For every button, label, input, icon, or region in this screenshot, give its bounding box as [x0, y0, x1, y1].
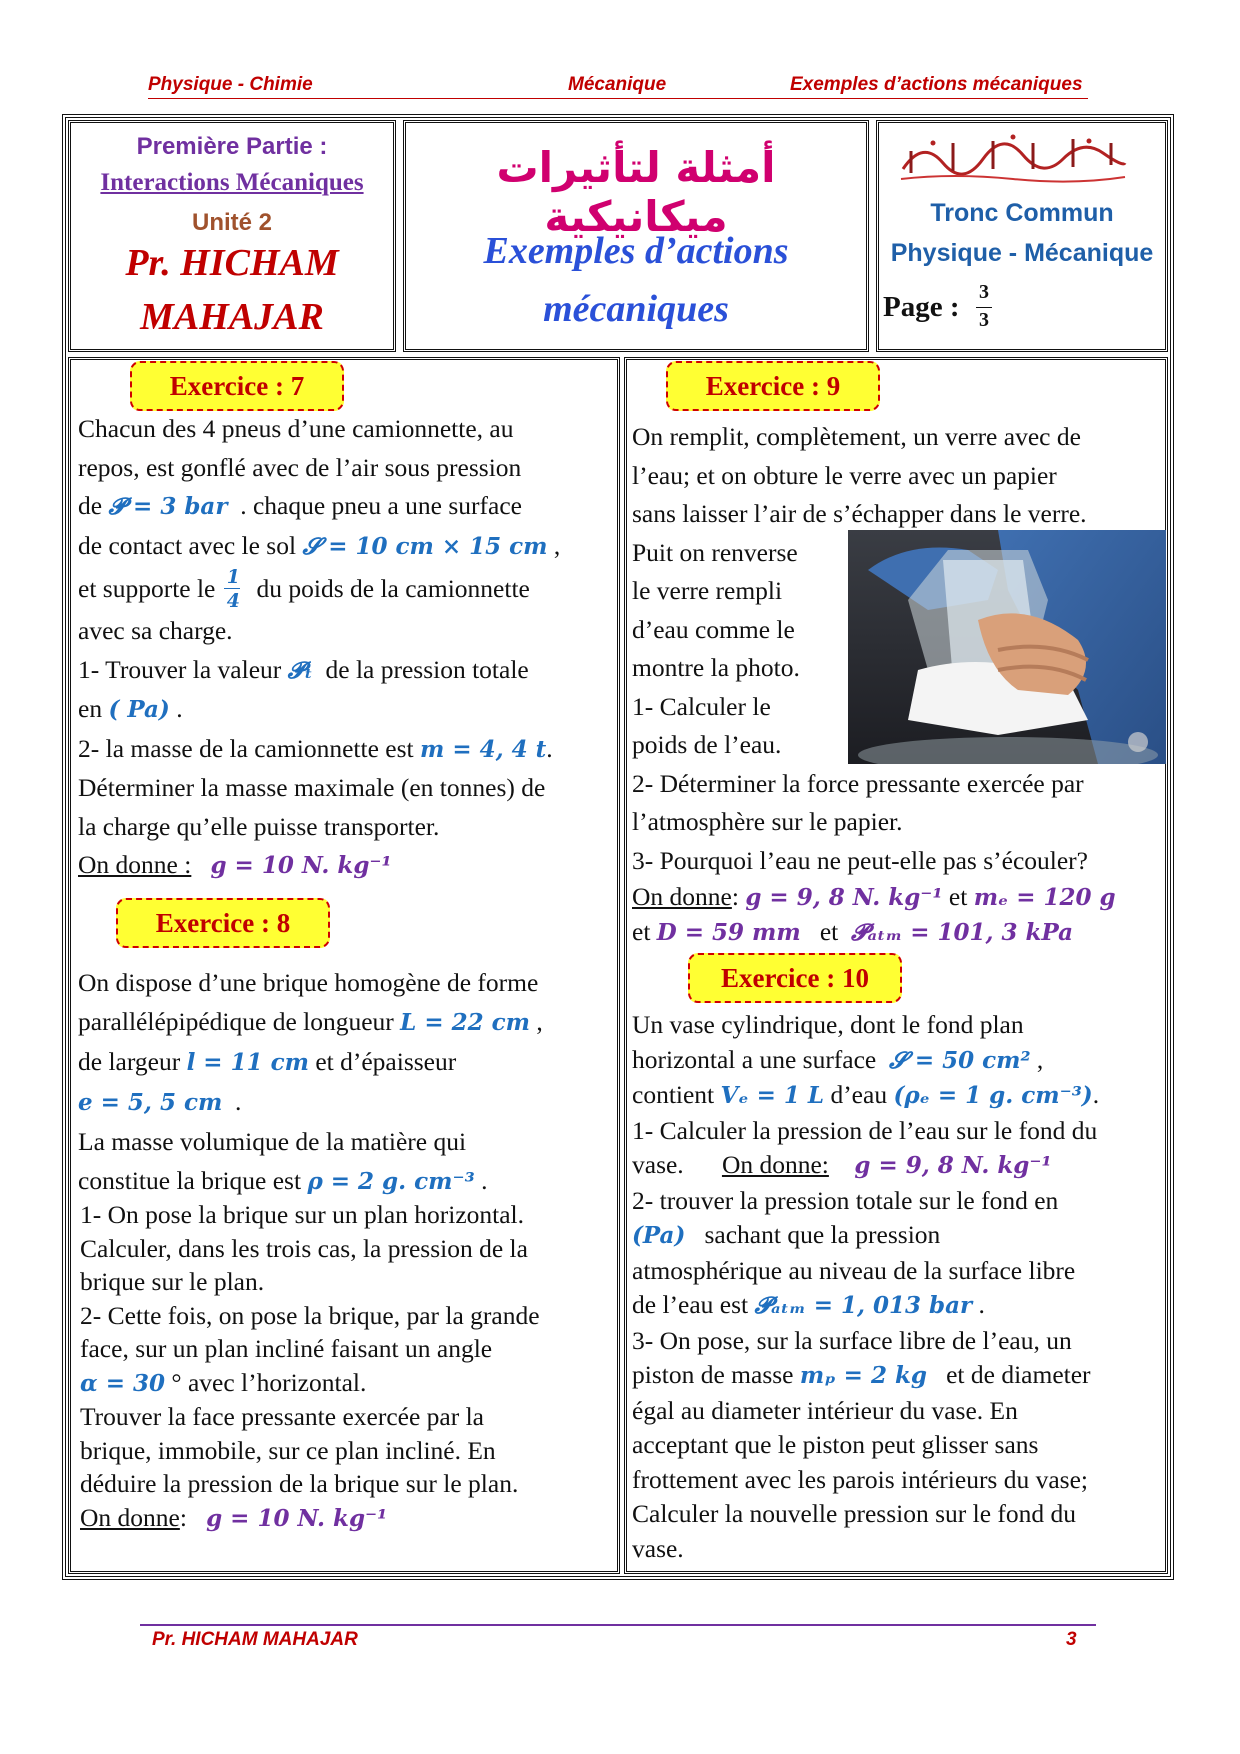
ex9-question-3: 3- Pourquoi l’eau ne peut-elle pas s’écouler? — [632, 845, 1088, 875]
thickness-value: e = 5, 5 cm — [78, 1089, 223, 1116]
ex9-line: l’eau; et on obture le verre avec un papier — [632, 460, 1057, 490]
exercise-7-text — [78, 410, 618, 886]
water-mass-value: mₑ = 120 g — [973, 884, 1116, 911]
length-value: L = 22 cm — [400, 1009, 530, 1036]
piston-mass-value: mₚ = 2 kg — [799, 1362, 927, 1389]
ex9-given-line-1: On donne: g = 9, 8 N. kg⁻¹ et mₑ = 120 g — [632, 882, 1116, 911]
exercise-10-label: Exercice : 10 — [688, 953, 902, 1003]
ex8-question-3: Trouver la face pressante exercée par la — [80, 1402, 485, 1431]
arabic-title: أمثلة لتأثيرات ميكانيكية — [496, 143, 776, 241]
author-name-2: MAHAJAR — [140, 296, 324, 338]
subject-label: Physique - Mécanique — [890, 239, 1154, 267]
ex10-line: contient Vₑ = 1 L d’eau (ρₑ = 1 g. cm⁻³). — [632, 1080, 1100, 1109]
fraction-one-quarter: 1 4 — [222, 566, 244, 612]
ex8-line: de largeur l = 11 cm et d’épaisseur — [78, 1047, 457, 1076]
ex8-line: Calculer, dans les trois cas, la pression de la — [80, 1233, 528, 1263]
ex8-line: La masse volumique de la matière qui — [78, 1127, 467, 1156]
footer-page-number: 3 — [1066, 1629, 1077, 1650]
ex9-line: Puit on renverse — [632, 537, 798, 567]
unit-label: Unité 2 — [191, 209, 272, 236]
ex8-line: brique sur le plan. — [80, 1267, 265, 1296]
mass-value: m = 4, 4 t — [420, 735, 547, 763]
ex10-line: horizontal a une surface 𝓢 = 50 cm² , — [632, 1044, 1044, 1074]
ex9-given-line-2: et D = 59 mm et 𝓟ₐₜₘ = 101, 3 kPa — [632, 916, 1074, 946]
title-center-cell — [403, 120, 869, 352]
french-title-2: mécaniques — [543, 288, 729, 330]
header-chapter: Exemples d’actions mécaniques — [790, 74, 1083, 95]
ex7-line: de contact avec le sol 𝓢 = 10 cm × 15 cm , — [78, 530, 561, 560]
exercise-7-label: Exercice : 7 — [130, 361, 344, 411]
total-pressure-symbol: 𝓟ₜ — [287, 656, 313, 684]
ex10-line: atmosphérique au niveau de la surface libre — [632, 1255, 1076, 1285]
ex9-line: poids de l’eau. — [632, 730, 782, 759]
ex9-line: sans laisser l’air de s’échapper dans le verre. — [632, 499, 1087, 528]
angle-value: α = 30 — [80, 1369, 165, 1397]
ex10-line: acceptant que le piston peut glisser sans — [632, 1430, 1039, 1459]
page-fraction-bar — [976, 307, 992, 308]
water-density-value: (ρₑ = 1 g. cm⁻³) — [893, 1082, 1093, 1109]
diameter-value: D = 59 mm — [656, 918, 801, 946]
exercise-9-label: Exercice : 9 — [666, 361, 880, 411]
unit-pa: ( Pa) — [108, 696, 170, 723]
ex9-line: montre la photo. — [632, 653, 800, 682]
exercise-8-label: Exercice : 8 — [116, 898, 330, 948]
ex7-line: avec sa charge. — [78, 616, 233, 645]
exercise-9-given — [632, 880, 1172, 949]
ex10-line: Calculer la nouvelle pression sur le fond du — [632, 1499, 1077, 1528]
title-left-cell — [68, 120, 396, 352]
ex8-question-1: 1- On pose la brique sur un plan horizontal. — [80, 1200, 525, 1229]
level-label: Tronc Commun — [930, 199, 1114, 227]
ex10-line: égal au diameter intérieur du vase. En — [632, 1395, 1018, 1425]
ex8-given: On donne: g = 10 N. kg⁻¹ — [80, 1502, 388, 1532]
ex8-line: brique, immobile, sur ce plan incliné. En — [80, 1435, 496, 1465]
ex7-question-1: 1- Trouver la valeur 𝓟ₜ de la pression totale — [78, 654, 529, 684]
inverted-glass-photo — [848, 530, 1166, 764]
surface-value: 𝓢 = 10 cm × 15 cm — [302, 532, 548, 560]
ex10-question-2: 2- trouver la pression totale sur le fond en — [632, 1185, 1059, 1215]
title-right-cell — [876, 120, 1168, 352]
ex10-line: vase. — [632, 1533, 684, 1563]
width-value: l = 11 cm — [186, 1049, 309, 1076]
ex9-line: le verre rempli — [632, 576, 783, 605]
gravity-value: g = 10 N. kg⁻¹ — [210, 852, 392, 879]
gravity-value: g = 10 N. kg⁻¹ — [206, 1504, 388, 1532]
ex7-line: Déterminer la masse maximale (en tonnes) de — [78, 773, 546, 802]
ex8-line: face, sur un plan incliné faisant un angle — [80, 1334, 493, 1363]
footer-author: Pr. HICHAM MAHAJAR — [152, 1629, 358, 1650]
header-subject: Physique - Chimie — [148, 74, 313, 95]
density-value: ρ = 2 g. cm⁻³ — [307, 1168, 475, 1195]
gravity-value: g = 9, 8 N. kg⁻¹ — [745, 884, 943, 911]
footer-rule — [140, 1624, 1096, 1626]
french-title-1: Exemples d’actions — [483, 230, 789, 272]
ex7-line: en ( Pa) . — [78, 694, 183, 723]
atmospheric-pressure-value: 𝓟ₐₜₘ = 101, 3 kPa — [850, 918, 1074, 946]
part-title: Interactions Mécaniques — [100, 169, 364, 196]
ex9-question-2: 2- Déterminer la force pressante exercée par — [632, 768, 1084, 798]
ex10-question-1: 1- Calculer la pression de l’eau sur le fond du — [632, 1115, 1098, 1145]
ex10-question-3: 3- On pose, sur la surface libre de l’eau, un — [632, 1325, 1072, 1355]
ex10-line: de l’eau est 𝓟ₐₜₘ = 1, 013 bar . — [632, 1290, 985, 1319]
header-rule — [148, 98, 1088, 99]
ex9-line: l’atmosphère sur le papier. — [632, 807, 903, 836]
ex8-line: e = 5, 5 cm . — [78, 1087, 242, 1116]
gravity-value: g = 9, 8 N. kg⁻¹ — [854, 1152, 1052, 1179]
part-label: Première Partie : — [136, 133, 328, 160]
ex9-question-1: 1- Calculer le — [632, 691, 771, 721]
ex7-given: On donne : g = 10 N. kg⁻¹ — [78, 850, 392, 879]
exercise-10-text — [632, 1008, 1172, 1566]
ex7-line: Chacun des 4 pneus d’une camionnette, au — [78, 414, 514, 443]
unit-pa: (Pa) — [632, 1222, 686, 1249]
ex7-line: et supporte le 1 4 du poids de la camionnette — [78, 566, 530, 612]
basmala-calligraphy-icon — [893, 129, 1133, 187]
exercise-8-text — [78, 963, 618, 1201]
ex10-line: Un vase cylindrique, dont le fond plan — [632, 1010, 1024, 1039]
ex10-line: frottement avec les parois intérieurs du vase; — [632, 1464, 1088, 1494]
volume-value: Vₑ = 1 L — [720, 1082, 825, 1109]
author-name-1: Pr. HICHAM — [125, 242, 339, 284]
ex7-line: la charge qu’elle puisse transporter. — [78, 811, 440, 841]
ex9-line: d’eau comme le — [632, 614, 795, 644]
ex8-line: déduire la pression de la brique sur le plan. — [80, 1469, 519, 1498]
page-fraction-num: 3 — [979, 281, 989, 303]
ex8-line: parallélépipédique de longueur L = 22 cm , — [78, 1007, 543, 1036]
ex7-line: repos, est gonflé avec de l’air sous pression — [78, 452, 522, 482]
surface-value: 𝓢 = 50 cm² — [889, 1046, 1031, 1074]
exercise-8-questions — [80, 1198, 620, 1535]
ex7-line: de 𝓟 = 3 bar . chaque pneu a une surface — [78, 491, 522, 520]
ex8-line: α = 30 ° avec l’horizontal. — [80, 1367, 367, 1397]
pressure-value: 𝓟 = 3 bar — [108, 493, 228, 520]
page-fraction-den: 3 — [979, 309, 989, 331]
ex10-line: piston de masse mₚ = 2 kg et de diameter — [632, 1360, 1091, 1389]
atmospheric-pressure-value: 𝓟ₐₜₘ = 1, 013 bar — [754, 1292, 973, 1319]
ex10-line: (Pa) sachant que la pression — [632, 1220, 941, 1249]
ex7-question-2: 2- la masse de la camionnette est m = 4, 4 t. — [78, 733, 553, 763]
header-topic: Mécanique — [568, 74, 667, 95]
ex9-line: On remplit, complètement, un verre avec de — [632, 422, 1081, 451]
page-label: Page : — [883, 291, 960, 323]
ex10-line: vase. On donne: g = 9, 8 N. kg⁻¹ — [632, 1150, 1052, 1179]
ex8-question-2: 2- Cette fois, on pose la brique, par la grande — [80, 1300, 540, 1330]
ex8-line: constitue la brique est ρ = 2 g. cm⁻³ . — [78, 1166, 488, 1195]
ex8-line: On dispose d’une brique homogène de forme — [78, 968, 539, 997]
